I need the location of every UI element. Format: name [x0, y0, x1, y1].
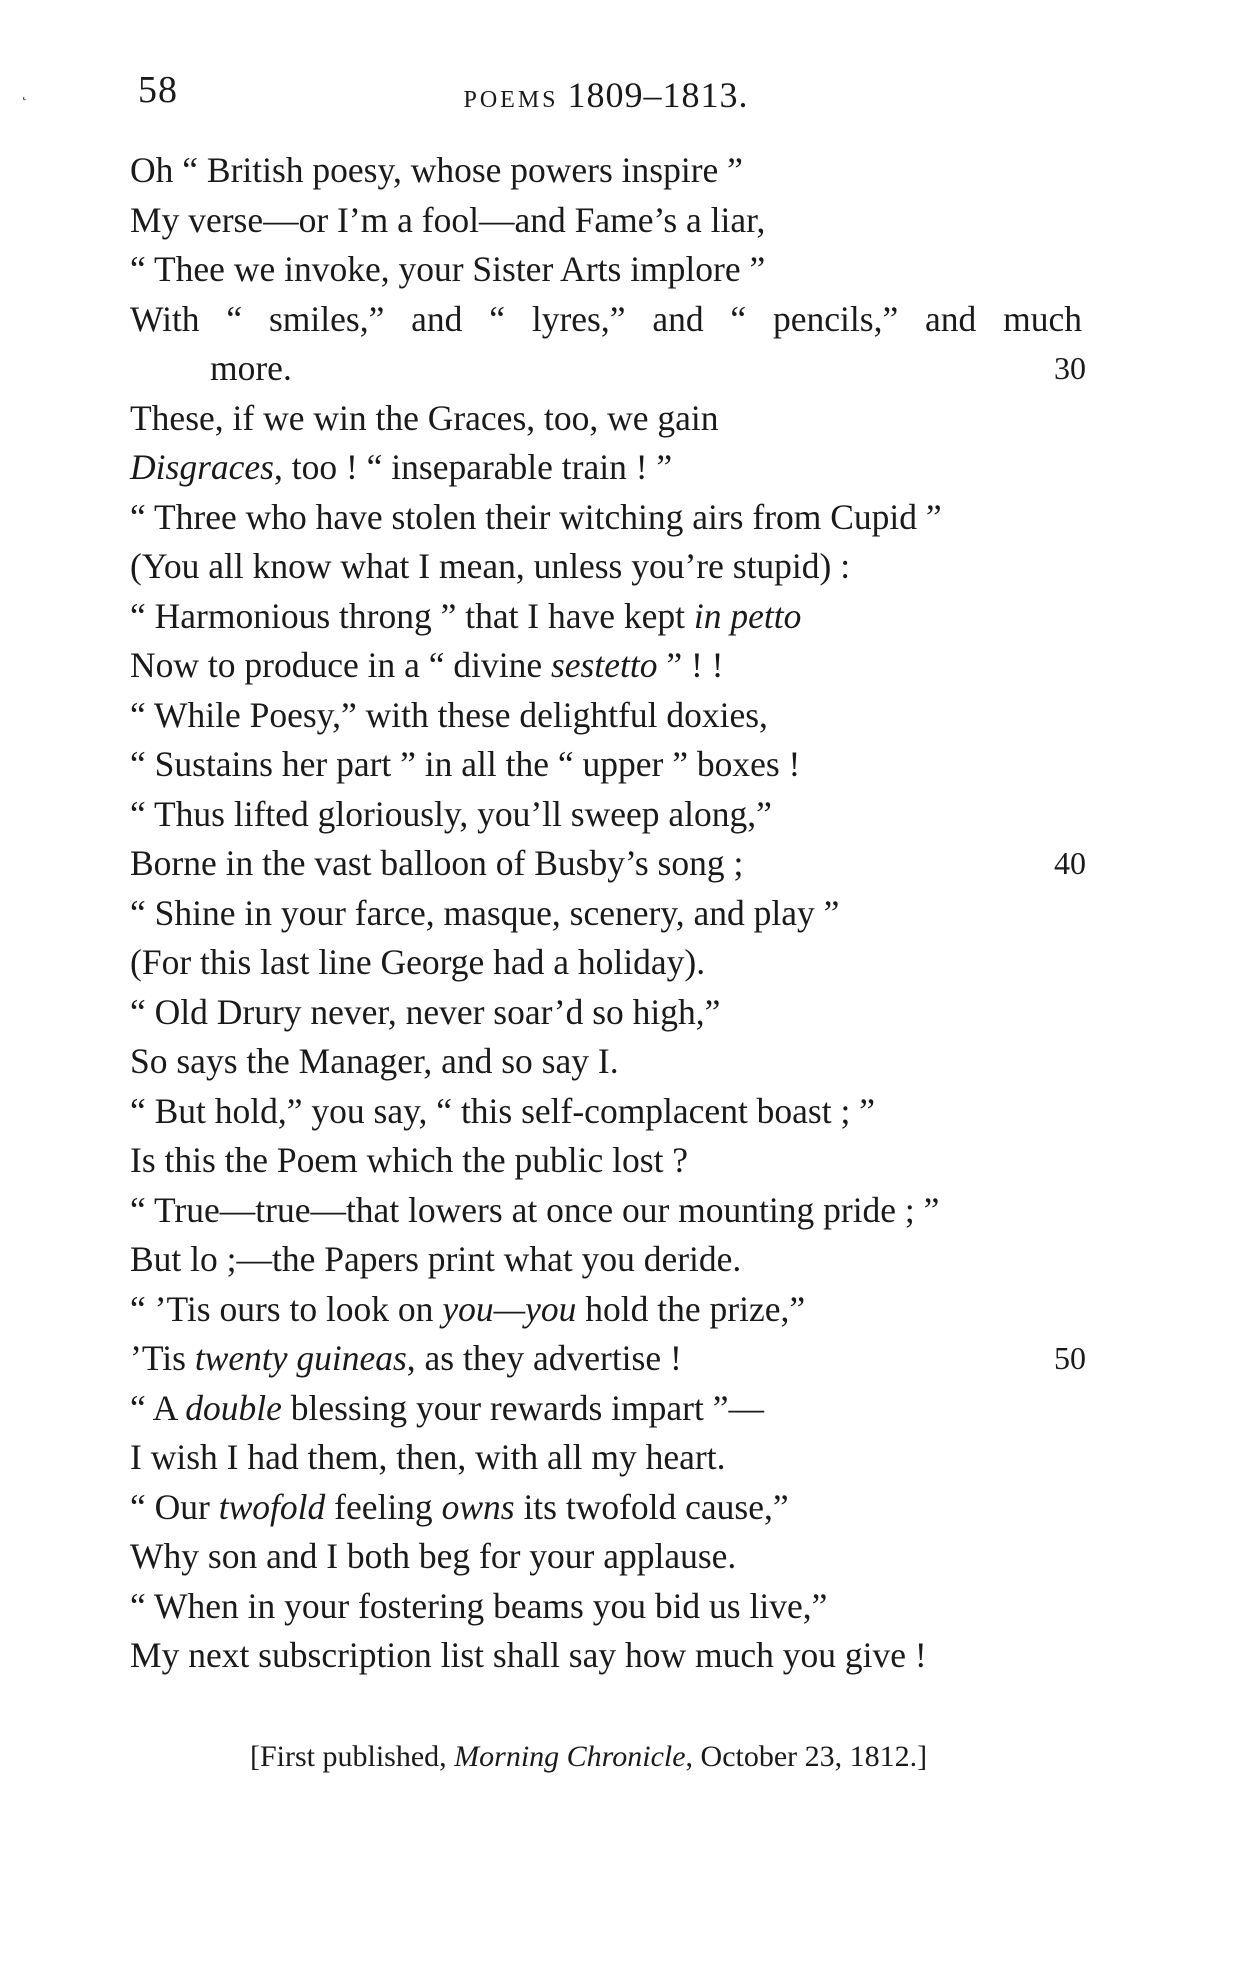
text-segment: Borne in the vast balloon of Busby’s song ;	[130, 843, 744, 883]
page-header	[138, 68, 1074, 118]
text-segment: “ Thee we invoke, your Sister Arts implore ”	[130, 249, 766, 289]
text-segment: , as they advertise !	[406, 1338, 682, 1378]
text-segment: hold the prize,”	[576, 1288, 806, 1329]
poem-line	[130, 1631, 1080, 1681]
poem-line	[130, 1136, 1080, 1186]
text-segment: , too ! “ inseparable train ! ”	[273, 447, 673, 487]
poem-line	[130, 1037, 1080, 1087]
text-segment: “ Old Drury never, never soar’d so high,”	[130, 991, 721, 1032]
line-number: 40	[1054, 845, 1086, 881]
text-segment: So says the Manager, and so say I.	[130, 1041, 619, 1081]
poem-line	[130, 592, 1080, 642]
poem-line	[130, 443, 1080, 493]
line-number: 50	[1054, 1340, 1086, 1376]
poem-line	[130, 1532, 1080, 1582]
text-segment: “ True—true—that lowers at once our mounting pride ; ”	[130, 1189, 940, 1230]
text-segment: (For this last line George had a holiday).	[130, 942, 706, 982]
text-segment: [First published,	[250, 1740, 455, 1773]
text-segment: Oh “ British poesy, whose powers inspire ”	[130, 150, 743, 190]
text-segment: , October 23, 1812.]	[685, 1740, 928, 1773]
text-segment: I wish I had them, then, with all my heart.	[130, 1437, 726, 1477]
text-segment: blessing your rewards impart ”—	[281, 1387, 764, 1428]
text-segment: “ Shine in your farce, masque, scenery, and play ”	[130, 892, 840, 933]
text-segment: feeling	[325, 1486, 442, 1527]
poem-body	[130, 146, 1086, 1681]
poem-line	[130, 1285, 1080, 1335]
poem-line	[130, 493, 1080, 543]
poem-line	[130, 641, 1080, 691]
poem-line	[130, 344, 1086, 394]
publication-note	[250, 1740, 927, 1774]
italic-text: owns	[441, 1486, 515, 1527]
text-segment: But lo ;—the Papers print what you deride.	[130, 1239, 742, 1279]
text-segment: “ When in your fostering beams you bid us live,”	[130, 1585, 828, 1626]
poem-line	[130, 889, 1080, 939]
text-segment: Now to produce in a “ divine	[130, 645, 551, 685]
poem-line	[130, 196, 1080, 246]
text-segment: “ A	[130, 1387, 186, 1428]
poem-line	[130, 1384, 1080, 1434]
poem-line	[130, 1186, 1080, 1236]
poem-line	[130, 295, 1082, 345]
text-segment: ” ! !	[657, 645, 724, 685]
line-number: 30	[1054, 350, 1086, 386]
text-segment: My next subscription list shall say how much you give !	[130, 1635, 927, 1675]
text-segment: more.	[210, 348, 292, 388]
text-segment: “ Sustains her part ” in all the “ upper ” boxes !	[130, 744, 801, 784]
italic-text: double	[185, 1387, 282, 1428]
text-segment: Is this the Poem which the public lost ?	[130, 1140, 689, 1180]
poem-line	[130, 691, 1080, 741]
text-segment: With “ smiles,” and “ lyres,” and “ pencils,” and much	[130, 298, 1082, 339]
italic-text: twofold	[218, 1486, 326, 1527]
italic-text: Disgraces	[130, 447, 274, 487]
poem-line	[130, 394, 1080, 444]
poem-line	[130, 1433, 1080, 1483]
poem-line	[130, 1483, 1080, 1533]
poem-line	[130, 839, 1086, 889]
page-number: 58	[138, 69, 178, 111]
text-segment: These, if we win the Graces, too, we gain	[130, 397, 719, 438]
text-segment: Why son and I both beg for your applause.	[130, 1536, 737, 1576]
text-segment: ’Tis	[130, 1338, 195, 1378]
poem-line	[130, 542, 1080, 592]
running-head-years: 1809–1813.	[567, 75, 749, 115]
italic-text: Morning Chronicle	[454, 1740, 686, 1773]
poem-line	[130, 790, 1080, 840]
italic-text: in petto	[693, 595, 802, 636]
text-segment: “ Three who have stolen their witching airs from Cupid ”	[130, 496, 942, 537]
poem-line	[130, 988, 1080, 1038]
poem-line	[130, 1087, 1080, 1137]
text-segment: its twofold cause,”	[514, 1486, 789, 1527]
text-segment: “ ’Tis ours to look on	[130, 1288, 443, 1329]
poem-line	[130, 1334, 1086, 1384]
text-segment: My verse—or I’m a fool—and Fame’s a liar,	[130, 199, 766, 240]
italic-text: sestetto	[550, 645, 658, 685]
text-segment: (You all know what I mean, unless you’re stupid) :	[130, 546, 851, 586]
poem-line	[130, 146, 1080, 196]
text-segment: “ Thus lifted gloriously, you’ll sweep along,”	[130, 793, 772, 834]
poem-line	[130, 245, 1080, 295]
poem-line	[130, 938, 1080, 988]
poem-line	[130, 1582, 1080, 1632]
running-head-title: POEMS	[463, 87, 559, 113]
text-segment: “ While Poesy,” with these delightful doxies,	[130, 694, 768, 735]
stray-mark: ˛	[22, 84, 28, 101]
text-segment: “ Harmonious throng ” that I have kept	[130, 595, 694, 636]
text-segment: “ But hold,” you say, “ this self-complacent boast ; ”	[130, 1090, 875, 1131]
italic-text: you—you	[442, 1288, 577, 1329]
poem-line	[130, 740, 1080, 790]
poem-line	[130, 1235, 1080, 1285]
running-head	[138, 74, 1074, 116]
text-segment: “ Our	[130, 1486, 219, 1527]
italic-text: twenty guineas	[194, 1338, 407, 1378]
